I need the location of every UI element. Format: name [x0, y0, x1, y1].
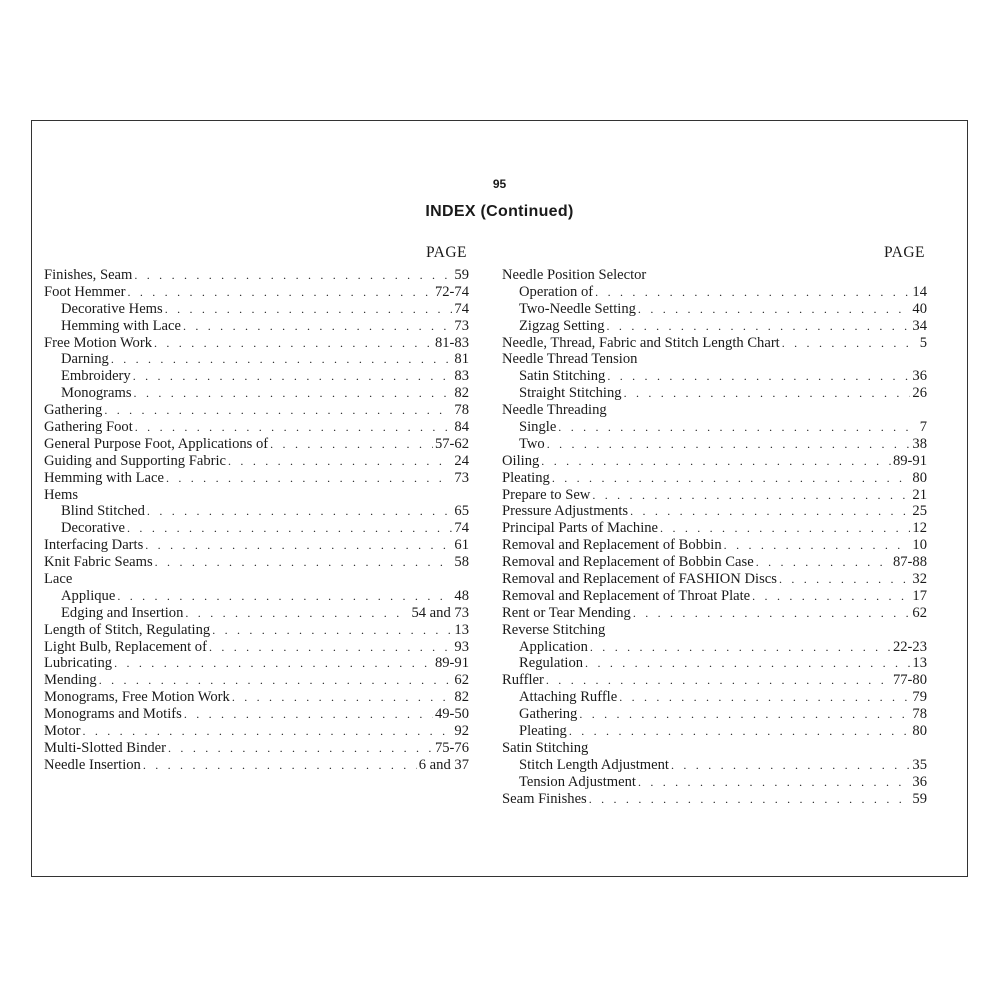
entry-label: Motor: [44, 723, 81, 740]
entry-label: Pleating: [519, 723, 567, 740]
entry-label: Lace: [44, 571, 73, 588]
entry-label: Two-Needle Setting: [519, 300, 636, 317]
entry-pages: 82: [454, 385, 469, 402]
index-entry: [44, 368, 469, 385]
index-entry: [44, 520, 469, 537]
left-page-heading: PAGE: [425, 244, 467, 261]
entry-label: Satin Stitching: [519, 368, 606, 385]
entry-pages: 74: [454, 520, 469, 537]
index-entry: [44, 757, 469, 774]
index-entry: [44, 605, 469, 622]
entry-pages: 92: [454, 723, 469, 740]
entry-label: Darning: [61, 351, 109, 368]
index-entry: [502, 318, 927, 335]
index-entry: [44, 301, 469, 318]
index-entry: [502, 672, 927, 689]
index-entry: [502, 284, 927, 301]
entry-label: Stitch Length Adjustment: [519, 756, 669, 773]
entry-pages: 61: [454, 537, 469, 554]
entry-label: Oiling: [502, 452, 540, 469]
index-entry: [502, 470, 927, 487]
dot-leader: [209, 639, 452, 656]
entry-label: Decorative: [61, 520, 126, 537]
dot-leader: [633, 605, 911, 622]
dot-leader: [147, 503, 452, 520]
dot-leader: [756, 554, 891, 571]
entry-label: Pressure Adjustments: [502, 503, 629, 520]
dot-leader: [185, 605, 409, 622]
entry-label: Monograms and Motifs: [44, 706, 182, 723]
index-entry: [44, 622, 469, 639]
index-entry: [44, 487, 469, 504]
index-page: [31, 120, 968, 877]
entry-label: Zigzag Setting: [519, 317, 605, 334]
dot-leader: [624, 385, 911, 402]
dot-leader: [111, 351, 453, 368]
index-entry: [502, 588, 927, 605]
entry-label: Multi-Slotted Binder: [44, 739, 167, 756]
entry-label: Gathering Foot: [44, 419, 133, 436]
entry-pages: 77-80: [892, 672, 927, 689]
index-entry: [44, 706, 469, 723]
dot-leader: [546, 672, 891, 689]
entry-pages: 10: [912, 537, 927, 554]
entry-pages: 48: [454, 587, 469, 604]
index-entry: [44, 402, 469, 419]
dot-leader: [134, 385, 453, 402]
dot-leader: [607, 318, 911, 335]
index-entry: [502, 301, 927, 318]
entry-label: Seam Finishes: [502, 790, 587, 807]
dot-leader: [779, 571, 910, 588]
entry-pages: 89-91: [892, 452, 927, 469]
index-entry: [502, 368, 927, 385]
entry-label: Single: [519, 419, 557, 436]
index-entry: [44, 537, 469, 554]
entry-label: Needle Position Selector: [502, 267, 647, 283]
entry-label: Attaching Ruffle: [519, 689, 618, 706]
entry-pages: 62: [454, 672, 469, 689]
right-entry-list: [502, 267, 927, 808]
entry-label: Length of Stitch, Regulating: [44, 621, 211, 638]
entry-pages: 13: [454, 621, 469, 638]
dot-leader: [558, 419, 917, 436]
entry-label: Interfacing Darts: [44, 537, 144, 554]
dot-leader: [82, 723, 452, 740]
dot-leader: [117, 588, 452, 605]
entry-pages: 75-76: [434, 739, 469, 756]
right-column: [502, 243, 927, 808]
index-entry: [502, 689, 927, 706]
entry-pages: 21: [912, 486, 927, 503]
dot-leader: [270, 436, 433, 453]
entry-label: General Purpose Foot, Applications of: [44, 435, 269, 452]
dot-leader: [569, 723, 911, 740]
entry-label: Two: [519, 435, 545, 452]
right-page-heading: PAGE: [883, 244, 925, 261]
entry-label: Applique: [61, 587, 116, 604]
index-entry: [44, 554, 469, 571]
entry-label: Rent or Tear Mending: [502, 604, 631, 621]
dot-leader: [590, 639, 891, 656]
page-number: 95: [492, 177, 507, 191]
entry-label: Finishes, Seam: [44, 267, 133, 283]
entry-pages: 62: [912, 604, 927, 621]
entry-pages: 78: [454, 402, 469, 419]
dot-leader: [114, 655, 433, 672]
index-entry: [44, 419, 469, 436]
dot-leader: [724, 537, 911, 554]
entry-label: Needle Insertion: [44, 756, 141, 773]
index-entry: [44, 503, 469, 520]
entry-label: Satin Stitching: [502, 739, 589, 756]
left-column: [44, 243, 469, 774]
dot-leader: [552, 470, 911, 487]
dot-leader: [232, 689, 453, 706]
index-entry: [44, 318, 469, 335]
index-entry: [44, 267, 469, 284]
index-entry: [502, 419, 927, 436]
entry-label: Principal Parts of Machine: [502, 520, 659, 537]
index-entry: [44, 436, 469, 453]
entry-pages: 35: [912, 756, 927, 773]
dot-leader: [135, 419, 453, 436]
dot-leader: [585, 655, 910, 672]
entry-label: Guiding and Supporting Fabric: [44, 452, 227, 469]
entry-label: Removal and Replacement of Bobbin Case: [502, 554, 754, 571]
dot-leader: [145, 537, 452, 554]
entry-label: Mending: [44, 672, 97, 689]
index-entry: [502, 385, 927, 402]
dot-leader: [134, 267, 452, 284]
index-entry: [502, 520, 927, 537]
entry-label: Embroidery: [61, 368, 131, 385]
entry-label: Operation of: [519, 283, 594, 300]
index-entry: [44, 723, 469, 740]
entry-label: Lubricating: [44, 655, 113, 672]
entry-pages: 49-50: [434, 706, 469, 723]
entry-label: Pleating: [502, 469, 550, 486]
entry-pages: 58: [454, 554, 469, 571]
entry-pages: 34: [912, 317, 927, 334]
entry-pages: 26: [912, 385, 927, 402]
entry-label: Removal and Replacement of FASHION Discs: [502, 571, 777, 588]
index-entry: [502, 639, 927, 656]
entry-label: Reverse Stitching: [502, 621, 606, 638]
dot-leader: [592, 487, 910, 504]
index-entry: [502, 554, 927, 571]
entry-pages: 32: [912, 571, 927, 588]
dot-leader: [184, 706, 433, 723]
entry-pages: 81-83: [434, 334, 469, 351]
index-entry: [44, 672, 469, 689]
dot-leader: [671, 757, 910, 774]
entry-pages: 25: [912, 503, 927, 520]
dot-leader: [638, 774, 910, 791]
entry-pages: 93: [454, 638, 469, 655]
entry-pages: 84: [454, 419, 469, 436]
index-entry: [502, 351, 927, 368]
entry-label: Application: [519, 638, 588, 655]
index-entry: [44, 740, 469, 757]
index-entry: [44, 689, 469, 706]
index-entry: [502, 267, 927, 284]
entry-pages: 80: [912, 469, 927, 486]
entry-label: Needle, Thread, Fabric and Stitch Length Chart: [502, 334, 780, 351]
dot-leader: [589, 791, 911, 808]
entry-label: Knit Fabric Seams: [44, 554, 153, 571]
entry-label: Prepare to Sew: [502, 486, 591, 503]
index-entry: [502, 740, 927, 757]
dot-leader: [168, 740, 433, 757]
dot-leader: [165, 301, 453, 318]
index-entry: [502, 487, 927, 504]
entry-label: Decorative Hems: [61, 300, 163, 317]
index-entry: [502, 537, 927, 554]
index-entry: [502, 503, 927, 520]
left-entry-list: [44, 267, 469, 774]
index-entry: [44, 655, 469, 672]
dot-leader: [595, 284, 910, 301]
entry-label: Needle Thread Tension: [502, 351, 638, 368]
entry-pages: 87-88: [892, 554, 927, 571]
entry-label: Foot Hemmer: [44, 283, 126, 300]
entry-pages: 5: [919, 334, 927, 351]
index-entry: [502, 774, 927, 791]
index-entry: [44, 351, 469, 368]
entry-pages: 78: [912, 706, 927, 723]
entry-label: Hemming with Lace: [61, 317, 181, 334]
index-entry: [502, 335, 927, 352]
entry-pages: 6 and 37: [418, 756, 469, 773]
entry-label: Ruffler: [502, 672, 544, 689]
dot-leader: [619, 689, 910, 706]
entry-label: Free Motion Work: [44, 334, 152, 351]
entry-pages: 17: [912, 587, 927, 604]
dot-leader: [133, 368, 453, 385]
entry-pages: 72-74: [434, 283, 469, 300]
dot-leader: [752, 588, 910, 605]
entry-label: Edging and Insertion: [61, 604, 184, 621]
dot-leader: [660, 520, 910, 537]
entry-pages: 81: [454, 351, 469, 368]
index-entry: [502, 402, 927, 419]
entry-pages: 59: [454, 267, 469, 283]
entry-label: Needle Threading: [502, 402, 607, 419]
dot-leader: [782, 335, 918, 352]
entry-pages: 24: [454, 452, 469, 469]
entry-label: Straight Stitching: [519, 385, 622, 402]
index-title: INDEX (Continued): [425, 203, 574, 220]
entry-pages: 38: [912, 435, 927, 452]
entry-label: Monograms: [61, 385, 132, 402]
dot-leader: [154, 335, 433, 352]
index-entry: [502, 706, 927, 723]
index-entry: [502, 571, 927, 588]
index-entry: [44, 284, 469, 301]
index-entry: [502, 622, 927, 639]
index-entry: [44, 335, 469, 352]
dot-leader: [547, 436, 911, 453]
entry-label: Regulation: [519, 655, 584, 672]
entry-pages: 80: [912, 723, 927, 740]
entry-label: Removal and Replacement of Bobbin: [502, 537, 722, 554]
index-entry: [44, 385, 469, 402]
entry-pages: 74: [454, 300, 469, 317]
entry-pages: 65: [454, 503, 469, 520]
entry-pages: 7: [919, 419, 927, 436]
dot-leader: [155, 554, 453, 571]
entry-pages: 83: [454, 368, 469, 385]
dot-leader: [638, 301, 910, 318]
index-entry: [44, 639, 469, 656]
dot-leader: [166, 470, 452, 487]
entry-pages: 12: [912, 520, 927, 537]
index-entry: [502, 436, 927, 453]
entry-pages: 14: [912, 283, 927, 300]
entry-label: Gathering: [519, 706, 578, 723]
entry-label: Hemming with Lace: [44, 469, 164, 486]
dot-leader: [630, 503, 910, 520]
dot-leader: [541, 453, 891, 470]
entry-label: Monograms, Free Motion Work: [44, 689, 230, 706]
entry-pages: 13: [912, 655, 927, 672]
entry-label: Removal and Replacement of Throat Plate: [502, 587, 751, 604]
entry-pages: 59: [912, 790, 927, 807]
entry-label: Tension Adjustment: [519, 773, 636, 790]
entry-label: Hems: [44, 486, 79, 503]
entry-pages: 36: [912, 368, 927, 385]
dot-leader: [127, 284, 432, 301]
dot-leader: [143, 757, 417, 774]
entry-label: Blind Stitched: [61, 503, 145, 520]
dot-leader: [579, 706, 910, 723]
index-entry: [502, 655, 927, 672]
index-entry: [44, 588, 469, 605]
index-entry: [502, 453, 927, 470]
entry-pages: 36: [912, 773, 927, 790]
dot-leader: [127, 520, 452, 537]
entry-label: Gathering: [44, 402, 103, 419]
entry-pages: 73: [454, 317, 469, 334]
dot-leader: [607, 368, 910, 385]
index-entry: [502, 791, 927, 808]
index-entry: [44, 470, 469, 487]
dot-leader: [212, 622, 452, 639]
entry-pages: 57-62: [434, 435, 469, 452]
entry-pages: 22-23: [892, 638, 927, 655]
index-entry: [44, 571, 469, 588]
dot-leader: [228, 453, 452, 470]
entry-pages: 40: [912, 300, 927, 317]
entry-pages: 89-91: [434, 655, 469, 672]
dot-leader: [183, 318, 452, 335]
dot-leader: [99, 672, 453, 689]
index-entry: [502, 757, 927, 774]
entry-pages: 82: [454, 689, 469, 706]
entry-pages: 54 and 73: [411, 604, 469, 621]
entry-pages: 73: [454, 469, 469, 486]
index-entry: [502, 605, 927, 622]
entry-label: Light Bulb, Replacement of: [44, 638, 207, 655]
index-entry: [502, 723, 927, 740]
entry-pages: 79: [912, 689, 927, 706]
dot-leader: [104, 402, 452, 419]
index-entry: [44, 453, 469, 470]
